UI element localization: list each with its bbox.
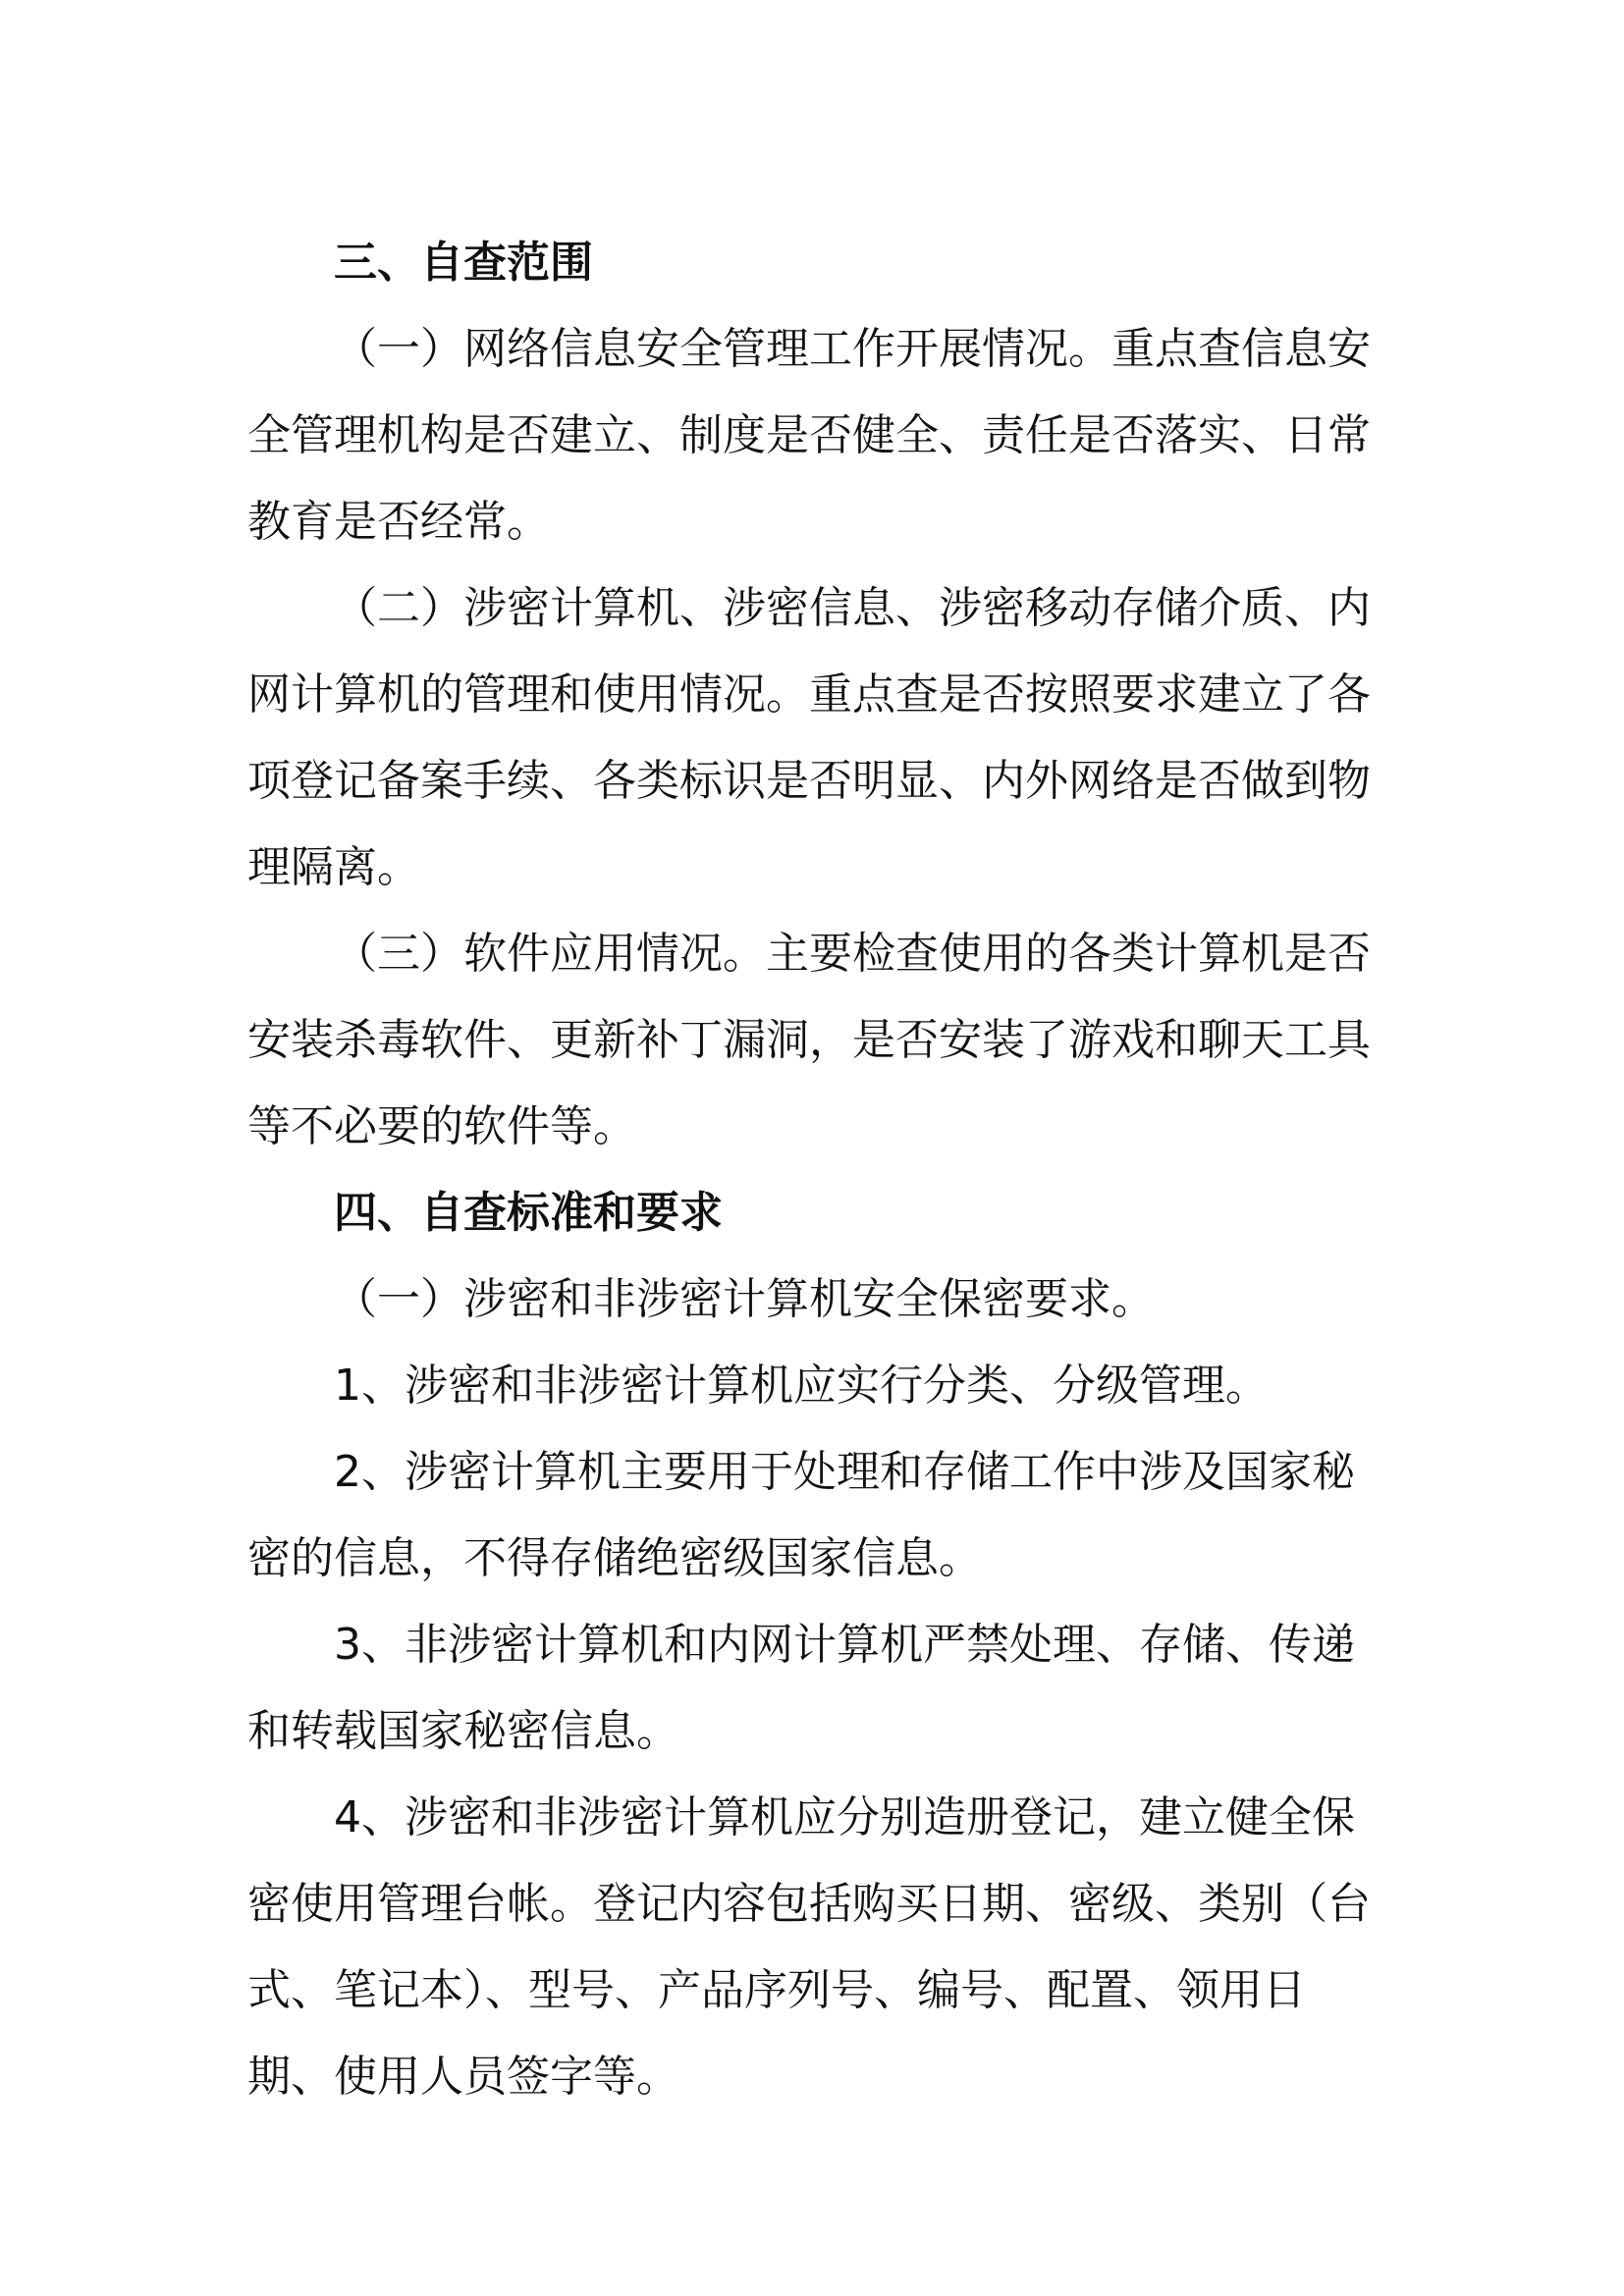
paragraph-scope-2: （二）涉密计算机、涉密信息、涉密移动存储介质、内网计算机的管理和使用情况。重点查是否按照要求建立了各项登记备案手续、各类标识是否明显、内外网络是否做到物理隔离。 (247, 583, 1371, 892)
section-heading-scope: 三、自查范围 (334, 238, 593, 288)
paragraph-scope-1: （一）网络信息安全管理工作开展情况。重点查信息安全管理机构是否建立、制度是否健全、责任是否落实、日常教育是否经常。 (247, 324, 1371, 547)
list-item-standard-2: 2、涉密计算机主要用于处理和存储工作中涉及国家秘密的信息，不得存储绝密级国家信息。 (247, 1447, 1355, 1583)
list-item-standard-4: 4、涉密和非涉密计算机应分别造册登记，建立健全保密使用管理台帐。登记内容包括购买日期、密级、类别（台式、笔记本）、型号、产品序列号、编号、配置、领用日期、使用人员签字等。 (247, 1792, 1371, 2102)
list-item-standard-1: 1、涉密和非涉密计算机应实行分类、分级管理。 (334, 1361, 1269, 1411)
list-item-standard-3: 3、非涉密计算机和内网计算机严禁处理、存储、传递和转载国家秘密信息。 (247, 1620, 1355, 1756)
section-heading-standards: 四、自查标准和要求 (334, 1188, 723, 1238)
paragraph-standards-1: （一）涉密和非涉密计算机安全保密要求。 (334, 1274, 1155, 1324)
paragraph-scope-3: （三）软件应用情况。主要检查使用的各类计算机是否安装杀毒软件、更新补丁漏洞，是否安装了游戏和聊天工具等不必要的软件等。 (247, 929, 1371, 1151)
document-body (247, 220, 1377, 2120)
